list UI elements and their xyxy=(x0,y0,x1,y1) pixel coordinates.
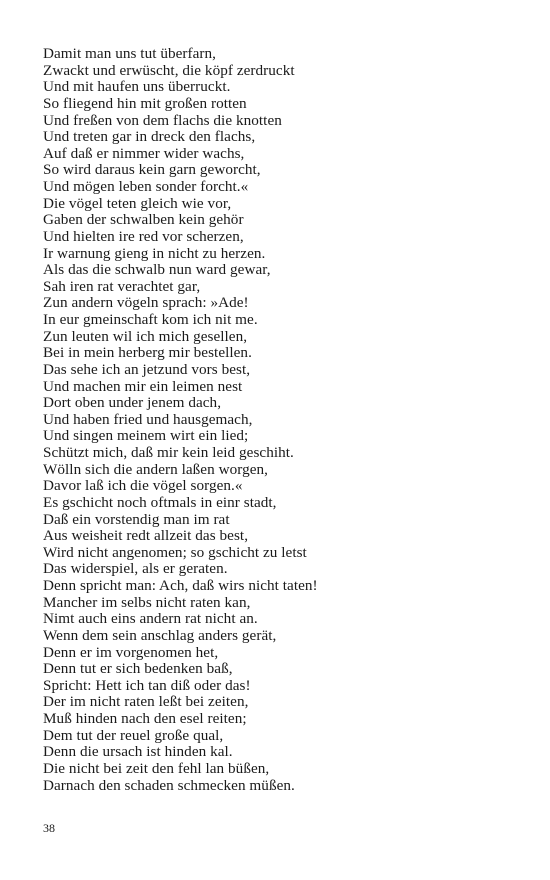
verse-line-14: Als das die schwalb nun ward gewar, xyxy=(43,261,271,279)
verse-line-24: Und singen meinem wirt ein lied; xyxy=(43,427,249,445)
verse-line-43: Denn die ursach ist hinden kal. xyxy=(43,743,233,761)
verse-line-21: Und machen mir ein leimen nest xyxy=(43,377,243,395)
verse-line-16: Zun andern vögeln sprach: »Ade! xyxy=(43,294,249,312)
verse-line-31: Wird nicht angenomen; so gschicht zu letst xyxy=(43,543,307,561)
verse-line-45: Darnach den schaden schmecken müßen. xyxy=(43,776,295,794)
verse-line-1: Damit man uns tut überfarn, xyxy=(43,45,217,62)
verse-line-12: Und hielten ire red vor scherzen, xyxy=(43,227,244,245)
verse-line-38: Denn tut er sich bedenken baß, xyxy=(43,660,233,678)
verse-line-3: Und mit haufen uns überruckt. xyxy=(43,78,231,96)
verse-line-26: Wölln sich die andern laßen worgen, xyxy=(43,460,268,478)
verse-line-37: Denn er im vorgenomen het, xyxy=(43,643,219,661)
verse-line-22: Dort oben under jenem dach, xyxy=(43,394,222,412)
verse-line-41: Muß hinden nach den esel reiten; xyxy=(43,710,247,727)
verse-line-20: Das sehe ich an jetzund vors best, xyxy=(43,360,251,378)
verse-line-17: In eur gmeinschaft kom ich nit me. xyxy=(43,311,258,328)
verse-line-42: Dem tut der reuel große qual, xyxy=(43,726,224,744)
verse-line-23: Und haben fried und hausgemach, xyxy=(43,410,253,428)
page-number: 38 xyxy=(43,821,55,835)
verse-line-10: Die vögel teten gleich wie vor, xyxy=(43,194,232,212)
verse-line-33: Denn spricht man: Ach, daß wirs nicht taten! xyxy=(43,577,318,594)
verse-line-25: Schützt mich, daß mir kein leid geschiht. xyxy=(43,444,294,461)
verse-line-40: Der im nicht raten leßt bei zeiten, xyxy=(43,693,249,711)
verse-line-32: Das widerspiel, als er geraten. xyxy=(43,560,228,578)
verse-line-4: So fliegend hin mit großen rotten xyxy=(43,94,247,112)
verse-line-2: Zwackt und erwüscht, die köpf zerdruckt xyxy=(43,61,295,79)
verse-line-27: Davor laß ich die vögel sorgen.« xyxy=(43,477,243,495)
verse-line-28: Es gschicht noch oftmals in einr stadt, xyxy=(43,493,277,511)
verse-line-30: Aus weisheit redt allzeit das best, xyxy=(43,527,249,545)
verse-line-18: Zun leuten wil ich mich gesellen, xyxy=(43,327,248,345)
verse-line-9: Und mögen leben sonder forcht.« xyxy=(43,178,249,195)
poem-text-block xyxy=(43,46,523,794)
verse-line-15: Sah iren rat verachtet gar, xyxy=(43,277,201,295)
verse-line-6: Und treten gar in dreck den flachs, xyxy=(43,128,256,146)
verse-line-5: Und freßen von dem flachs die knotten xyxy=(43,111,282,129)
verse-line-36: Wenn dem sein anschlag anders gerät, xyxy=(43,626,277,644)
verse-line-7: Auf daß er nimmer wider wachs, xyxy=(43,144,245,162)
verse-line-13: Ir warnung gieng in nicht zu herzen. xyxy=(43,244,266,262)
verse-lines xyxy=(43,46,523,794)
verse-line-39: Spricht: Hett ich tan diß oder das! xyxy=(43,676,251,694)
verse-line-34: Mancher im selbs nicht raten kan, xyxy=(43,593,251,611)
verse-line-29: Daß ein vorstendig man im rat xyxy=(43,510,230,528)
verse-line-11: Gaben der schwalben kein gehör xyxy=(43,211,244,229)
verse-line-8: So wird daraus kein garn geworcht, xyxy=(43,161,261,179)
verse-line-19: Bei in mein herberg mir bestellen. xyxy=(43,344,252,362)
verse-line-44: Die nicht bei zeit den fehl lan büßen, xyxy=(43,759,270,777)
verse-line-35: Nimt auch eins andern rat nicht an. xyxy=(43,610,258,628)
